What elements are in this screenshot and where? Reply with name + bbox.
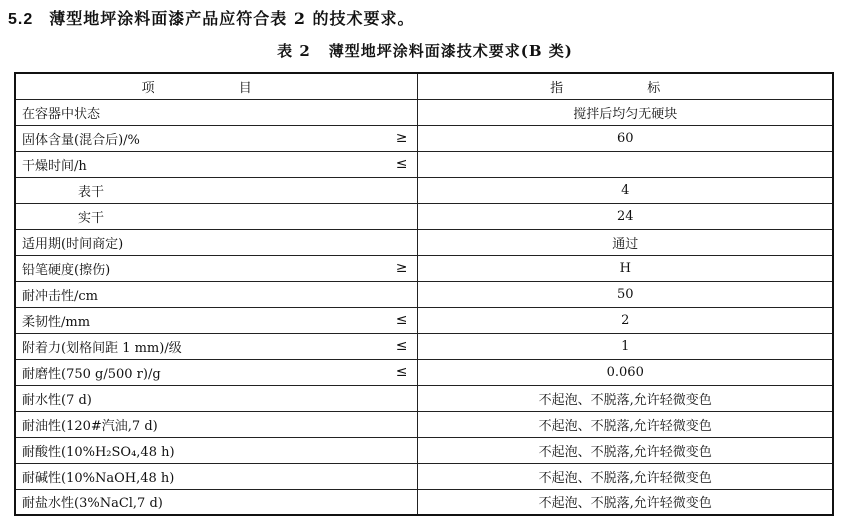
row-item [15, 203, 418, 229]
row-item [15, 333, 418, 359]
row-value: 1 [418, 333, 833, 359]
row-item-label: 耐水性(7 d) [22, 392, 92, 408]
row-symbol: ≤ [395, 312, 408, 328]
table-row [15, 307, 833, 333]
section-number: 5.2 [8, 11, 34, 28]
row-item [15, 229, 418, 255]
row-item-label: 实干 [78, 210, 105, 226]
table-row [15, 333, 833, 359]
row-item [15, 489, 418, 515]
row-value: 0.060 [418, 359, 833, 385]
header-item: 项 目 [15, 73, 418, 99]
row-value: 50 [418, 281, 833, 307]
row-item-label: 表干 [78, 184, 105, 200]
row-value: 搅拌后均匀无硬块 [418, 99, 833, 125]
row-item [15, 255, 418, 281]
table-caption [0, 40, 850, 61]
table-row [15, 411, 833, 437]
row-item [15, 307, 418, 333]
row-item-label: 干燥时间/h [22, 158, 87, 174]
row-value [418, 151, 833, 177]
row-value: 60 [418, 125, 833, 151]
table-row [15, 281, 833, 307]
row-value: 不起泡、不脱落,允许轻微变色 [418, 463, 833, 489]
row-item [15, 437, 418, 463]
row-item-label: 附着力(划格间距 1 mm)/级 [22, 340, 182, 356]
table-row [15, 177, 833, 203]
table-header-row [15, 73, 833, 99]
row-item-label: 耐盐水性(3%NaCl,7 d) [22, 496, 163, 512]
section-text: 薄型地坪涂料面漆产品应符合表 2 的技术要求。 [49, 9, 415, 28]
row-symbol: ≤ [395, 156, 408, 172]
table-title: 薄型地坪涂料面漆技术要求(B 类) [328, 42, 573, 60]
row-symbol: ≤ [395, 338, 408, 354]
table-row [15, 99, 833, 125]
row-value: 通过 [418, 229, 833, 255]
row-item-label: 柔韧性/mm [22, 314, 91, 330]
row-item-label: 在容器中状态 [22, 106, 101, 122]
header-index: 指 标 [418, 73, 833, 99]
table-row [15, 203, 833, 229]
spec-table [14, 72, 834, 516]
section-heading [8, 6, 415, 29]
row-item [15, 359, 418, 385]
row-item-label: 耐酸性(10%H₂SO₄,48 h) [22, 444, 175, 460]
row-value: 不起泡、不脱落,允许轻微变色 [418, 411, 833, 437]
table-row [15, 255, 833, 281]
row-item [15, 411, 418, 437]
row-item-label: 耐碱性(10%NaOH,48 h) [22, 470, 175, 486]
row-symbol: ≥ [395, 130, 408, 146]
row-item-label: 耐冲击性/cm [22, 288, 98, 304]
table-row [15, 151, 833, 177]
table-row [15, 489, 833, 515]
table-row [15, 359, 833, 385]
row-item [15, 385, 418, 411]
row-item [15, 463, 418, 489]
row-item [15, 177, 418, 203]
table-row [15, 437, 833, 463]
row-value: 4 [418, 177, 833, 203]
row-item [15, 125, 418, 151]
table-row [15, 125, 833, 151]
row-item [15, 281, 418, 307]
row-value: 2 [418, 307, 833, 333]
row-value: 不起泡、不脱落,允许轻微变色 [418, 437, 833, 463]
row-value: H [418, 255, 833, 281]
row-value: 24 [418, 203, 833, 229]
table-row [15, 385, 833, 411]
row-value: 不起泡、不脱落,允许轻微变色 [418, 385, 833, 411]
table-row [15, 463, 833, 489]
row-value: 不起泡、不脱落,允许轻微变色 [418, 489, 833, 515]
row-item-label: 耐磨性(750 g/500 r)/g [22, 366, 161, 382]
row-item-label: 固体含量(混合后)/% [22, 132, 140, 148]
table-row [15, 229, 833, 255]
row-symbol: ≤ [395, 364, 408, 380]
row-item-label: 铅笔硬度(擦伤) [22, 262, 111, 278]
row-symbol: ≥ [395, 260, 408, 276]
row-item-label: 耐油性(120#汽油,7 d) [22, 418, 158, 434]
row-item-label: 适用期(时间商定) [22, 236, 124, 252]
row-item [15, 151, 418, 177]
row-item [15, 99, 418, 125]
table-number: 表 2 [277, 42, 311, 60]
